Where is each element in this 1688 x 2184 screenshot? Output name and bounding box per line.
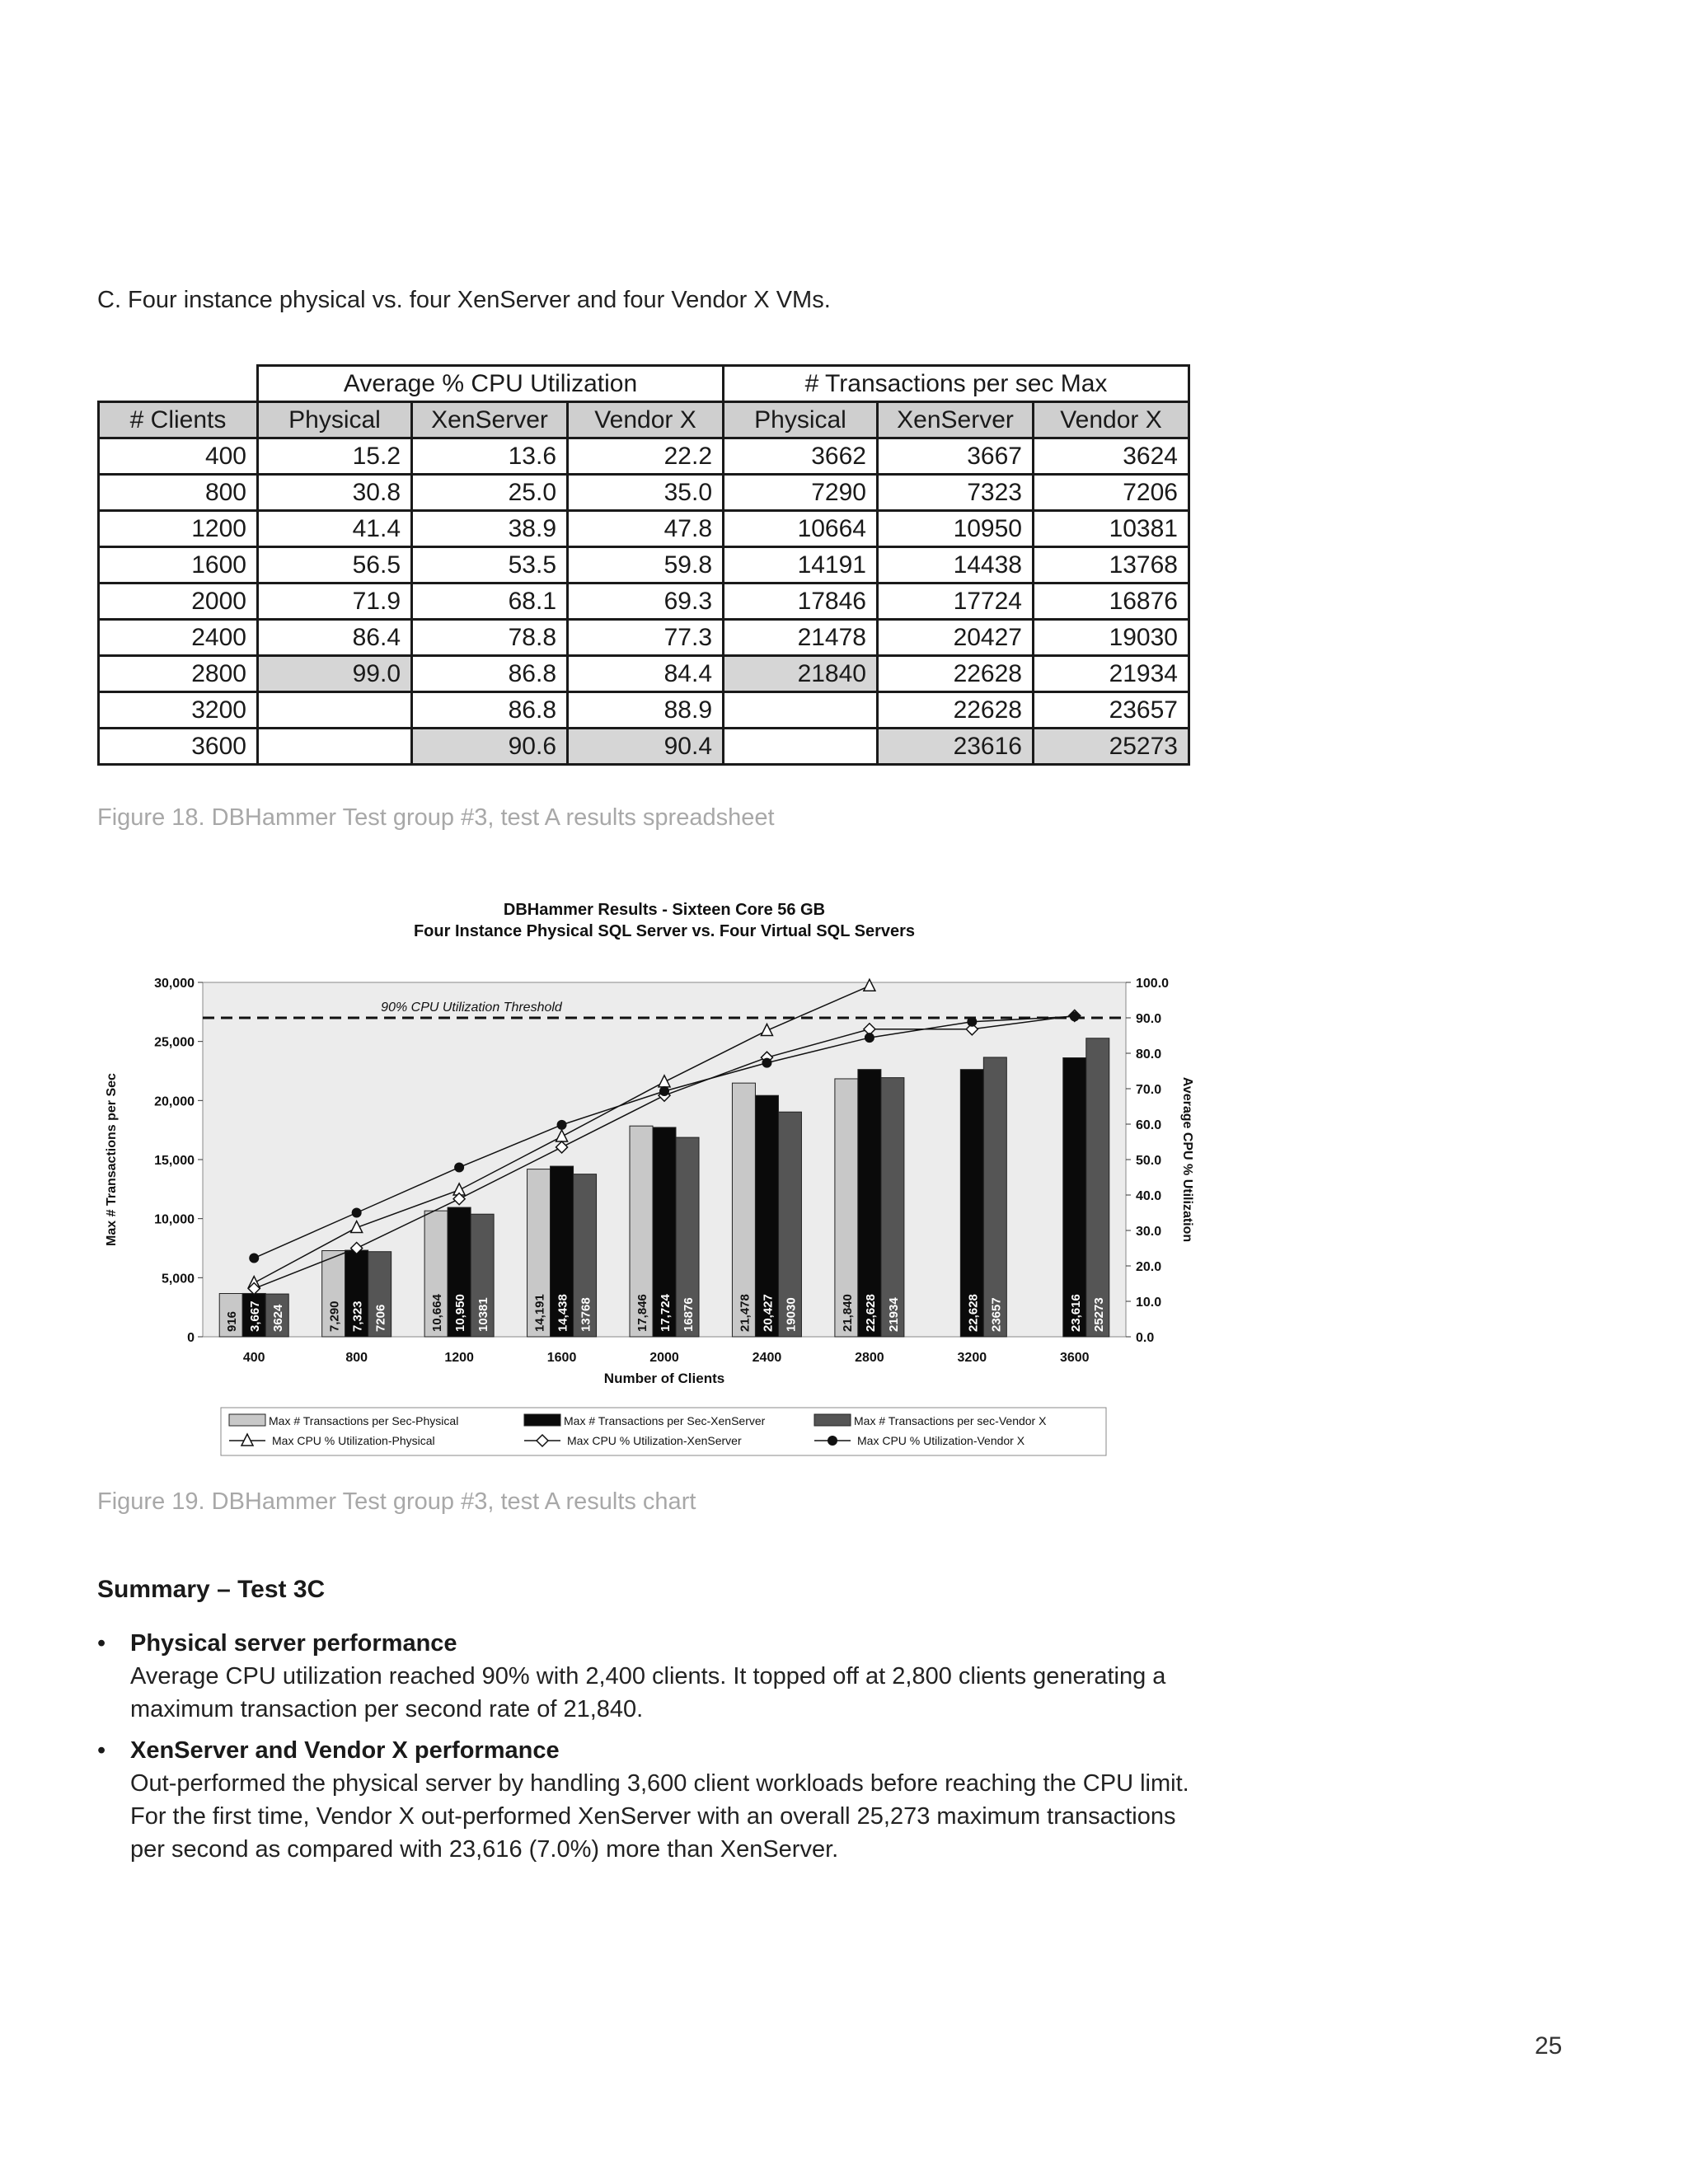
line-point <box>1070 1011 1080 1021</box>
table-corner <box>99 366 258 402</box>
table-cell: 7323 <box>878 475 1034 511</box>
line-point <box>557 1120 567 1130</box>
table-cell-highlight: 99.0 <box>258 656 412 692</box>
table-cell: 800 <box>99 475 258 511</box>
table-cell: 22.2 <box>568 438 724 475</box>
table-cell <box>724 729 878 765</box>
table-cell: 86.8 <box>412 656 568 692</box>
line-point <box>967 1017 977 1027</box>
table-cell <box>258 692 412 729</box>
col-header-cpu-vendorx: Vendor X <box>568 402 724 438</box>
y2-tick-label: 80.0 <box>1136 1047 1162 1062</box>
bar-label: 19030 <box>784 1297 799 1332</box>
line-point <box>828 1436 837 1446</box>
chart-title: DBHammer Results - Sixteen Core 56 GB <box>503 901 826 919</box>
bullet-heading: Physical server performance <box>130 1630 457 1657</box>
col-header-cpu-physical: Physical <box>258 402 412 438</box>
bar-label: 21934 <box>886 1297 901 1332</box>
y2-tick-label: 40.0 <box>1136 1189 1162 1203</box>
table-cell: 3600 <box>99 729 258 765</box>
dbhammer-chart <box>97 890 1202 1467</box>
table-cell: 53.5 <box>412 547 568 583</box>
y-tick-label: 0 <box>187 1331 195 1345</box>
bar-label: 13768 <box>579 1297 593 1332</box>
legend-label: Max CPU % Utilization-XenServer <box>567 1434 742 1447</box>
table-cell-highlight: 90.6 <box>412 729 568 765</box>
table-cell: 47.8 <box>568 511 724 547</box>
bar-label: 23657 <box>989 1297 1004 1332</box>
table-cell: 3624 <box>1034 438 1189 475</box>
legend-swatch <box>229 1414 265 1426</box>
table-cell: 16876 <box>1034 583 1189 620</box>
table-cell: 14191 <box>724 547 878 583</box>
y-tick-label: 15,000 <box>154 1154 195 1168</box>
bar-label: 16876 <box>682 1297 696 1332</box>
table-row <box>99 475 1189 511</box>
col-header-clients: # Clients <box>99 402 258 438</box>
col-header-tps-physical: Physical <box>724 402 878 438</box>
table-cell: 78.8 <box>412 620 568 656</box>
x-tick-label: 2400 <box>752 1351 782 1365</box>
chart-svg <box>97 890 1202 1467</box>
table-cell: 19030 <box>1034 620 1189 656</box>
line-point <box>659 1086 669 1096</box>
bullet-body: Average CPU utilization reached 90% with 2,400 clients. It topped off at 2,800 clients generating a maximum transaction per second rate of 21,840. <box>130 1663 1166 1722</box>
bar-label: 17,724 <box>659 1294 673 1332</box>
bar-label: 14,438 <box>556 1294 570 1332</box>
table-cell: 59.8 <box>568 547 724 583</box>
figure-18-caption: Figure 18. DBHammer Test group #3, test A results spreadsheet <box>97 804 775 831</box>
results-table <box>97 364 1190 766</box>
line-point <box>352 1208 362 1218</box>
chart-subtitle: Four Instance Physical SQL Server vs. Four Virtual SQL Servers <box>413 922 916 940</box>
bar-label: 23,616 <box>1068 1294 1083 1332</box>
x-axis-label: Number of Clients <box>603 1371 725 1386</box>
table-cell: 68.1 <box>412 583 568 620</box>
table-cell: 7206 <box>1034 475 1189 511</box>
bar-label: 14,191 <box>532 1294 547 1332</box>
table-cell: 86.4 <box>258 620 412 656</box>
table-cell: 7290 <box>724 475 878 511</box>
table-cell: 25.0 <box>412 475 568 511</box>
bar-label: 916 <box>225 1310 240 1332</box>
bar-label: 7,290 <box>327 1301 342 1332</box>
table-cell: 2800 <box>99 656 258 692</box>
bar-label: 10381 <box>476 1297 491 1332</box>
legend-swatch <box>524 1414 560 1426</box>
table-cell: 2000 <box>99 583 258 620</box>
table-cell: 13.6 <box>412 438 568 475</box>
table-cell: 1200 <box>99 511 258 547</box>
table-row <box>99 656 1189 692</box>
table-cell: 20427 <box>878 620 1034 656</box>
col-header-cpu-xenserver: XenServer <box>412 402 568 438</box>
table-row <box>99 692 1189 729</box>
x-tick-label: 2000 <box>649 1351 679 1365</box>
table-row <box>99 583 1189 620</box>
bar-label: 22,628 <box>966 1294 981 1332</box>
y2-tick-label: 10.0 <box>1136 1296 1162 1310</box>
bar-label: 17,846 <box>635 1294 649 1332</box>
table-cell: 17846 <box>724 583 878 620</box>
table-row <box>99 547 1189 583</box>
bullet-body: Out-performed the physical server by handling 3,600 client workloads before reaching the CPU limit. For the first time, Vendor X out-performed XenServer with an overall 25,273 maximum transactions per second as compared with 23,616 (7.0%) more than XenServer. <box>130 1770 1189 1863</box>
table-cell: 13768 <box>1034 547 1189 583</box>
y2-tick-label: 60.0 <box>1136 1118 1162 1132</box>
y2-axis-label: Average CPU % Utilization <box>1180 1076 1194 1243</box>
y-axis-label: Max # Transactions per Sec <box>105 1073 119 1246</box>
bullet-heading: XenServer and Vendor X performance <box>130 1737 560 1764</box>
table-cell: 30.8 <box>258 475 412 511</box>
col-header-tps-vendorx: Vendor X <box>1034 402 1189 438</box>
table-cell: 10381 <box>1034 511 1189 547</box>
y-tick-label: 20,000 <box>154 1094 195 1109</box>
x-tick-label: 2800 <box>855 1351 884 1365</box>
line-point <box>249 1254 259 1263</box>
table-row <box>99 438 1189 475</box>
bar <box>1086 1038 1109 1337</box>
bullet-marker: • <box>97 1630 106 1657</box>
table-cell-highlight: 23616 <box>878 729 1034 765</box>
legend-label: Max CPU % Utilization-Vendor X <box>857 1434 1025 1447</box>
page-number: 25 <box>1535 2032 1563 2060</box>
table-row <box>99 620 1189 656</box>
table-cell-highlight: 25273 <box>1034 729 1189 765</box>
y-tick-label: 10,000 <box>154 1212 195 1227</box>
legend-label: Max # Transactions per Sec-Physical <box>269 1414 459 1427</box>
y2-tick-label: 100.0 <box>1136 977 1170 991</box>
legend-label: Max # Transactions per sec-Vendor X <box>854 1414 1047 1427</box>
table-cell: 10950 <box>878 511 1034 547</box>
line-point <box>865 1033 874 1043</box>
bar-label: 20,427 <box>761 1294 776 1332</box>
x-tick-label: 800 <box>345 1351 368 1365</box>
table-cell: 400 <box>99 438 258 475</box>
bar-label: 10,664 <box>430 1294 445 1332</box>
x-tick-label: 3600 <box>1059 1351 1090 1365</box>
table-cell: 69.3 <box>568 583 724 620</box>
table-cell <box>258 729 412 765</box>
table-row <box>99 729 1189 765</box>
legend-swatch <box>814 1414 851 1426</box>
y2-tick-label: 0.0 <box>1136 1331 1155 1345</box>
table-cell: 3662 <box>724 438 878 475</box>
table-row <box>99 511 1189 547</box>
table-cell: 22628 <box>878 692 1034 729</box>
table-cell: 22628 <box>878 656 1034 692</box>
bar-label: 22,628 <box>863 1294 878 1332</box>
table-cell <box>724 692 878 729</box>
bar-label: 7,323 <box>350 1301 365 1332</box>
table-cell: 41.4 <box>258 511 412 547</box>
bar-label: 7206 <box>373 1304 388 1332</box>
bar-label: 25273 <box>1091 1297 1106 1332</box>
x-tick-label: 1600 <box>546 1351 577 1365</box>
table-cell: 88.9 <box>568 692 724 729</box>
line-point <box>454 1162 464 1172</box>
y2-tick-label: 30.0 <box>1136 1225 1162 1239</box>
table-cell: 77.3 <box>568 620 724 656</box>
y2-tick-label: 20.0 <box>1136 1260 1162 1274</box>
group-header-tps: # Transactions per sec Max <box>724 366 1189 402</box>
bar-label: 3,667 <box>248 1301 263 1332</box>
table-cell: 86.8 <box>412 692 568 729</box>
line-point <box>762 1058 771 1068</box>
table-cell: 17724 <box>878 583 1034 620</box>
table-cell-highlight: 90.4 <box>568 729 724 765</box>
table-cell: 14438 <box>878 547 1034 583</box>
section-intro: C. Four instance physical vs. four XenServer and four Vendor X VMs. <box>97 287 831 313</box>
x-tick-label: 3200 <box>957 1351 987 1365</box>
y2-tick-label: 90.0 <box>1136 1012 1162 1026</box>
table-cell-highlight: 21840 <box>724 656 878 692</box>
table-cell: 71.9 <box>258 583 412 620</box>
group-header-cpu: Average % CPU Utilization <box>258 366 724 402</box>
x-tick-label: 400 <box>242 1351 265 1365</box>
y2-tick-label: 70.0 <box>1136 1083 1162 1097</box>
bar-label: 21,478 <box>738 1294 753 1332</box>
y-tick-label: 25,000 <box>154 1035 195 1050</box>
bar-label: 21,840 <box>840 1294 855 1332</box>
bar-label: 3624 <box>271 1304 286 1332</box>
summary-title: Summary – Test 3C <box>97 1576 326 1603</box>
bullet-marker: • <box>97 1737 106 1764</box>
table-cell: 84.4 <box>568 656 724 692</box>
legend-label: Max # Transactions per Sec-XenServer <box>564 1414 766 1427</box>
table-cell: 10664 <box>724 511 878 547</box>
bar-label: 10,950 <box>453 1294 468 1332</box>
y2-tick-label: 50.0 <box>1136 1154 1162 1168</box>
table-cell: 21934 <box>1034 656 1189 692</box>
table-cell: 23657 <box>1034 692 1189 729</box>
table-cell: 15.2 <box>258 438 412 475</box>
threshold-label: 90% CPU Utilization Threshold <box>381 1001 562 1015</box>
table-cell: 3200 <box>99 692 258 729</box>
table-cell: 21478 <box>724 620 878 656</box>
bar <box>983 1057 1006 1337</box>
x-tick-label: 1200 <box>444 1351 474 1365</box>
table-cell: 56.5 <box>258 547 412 583</box>
y-tick-label: 5,000 <box>161 1272 195 1286</box>
table-cell: 38.9 <box>412 511 568 547</box>
y-tick-label: 30,000 <box>154 977 195 991</box>
col-header-tps-xenserver: XenServer <box>878 402 1034 438</box>
figure-19-caption: Figure 19. DBHammer Test group #3, test A results chart <box>97 1488 696 1515</box>
table-cell: 2400 <box>99 620 258 656</box>
legend-label: Max CPU % Utilization-Physical <box>272 1434 435 1447</box>
table-cell: 1600 <box>99 547 258 583</box>
table-cell: 35.0 <box>568 475 724 511</box>
table-cell: 3667 <box>878 438 1034 475</box>
